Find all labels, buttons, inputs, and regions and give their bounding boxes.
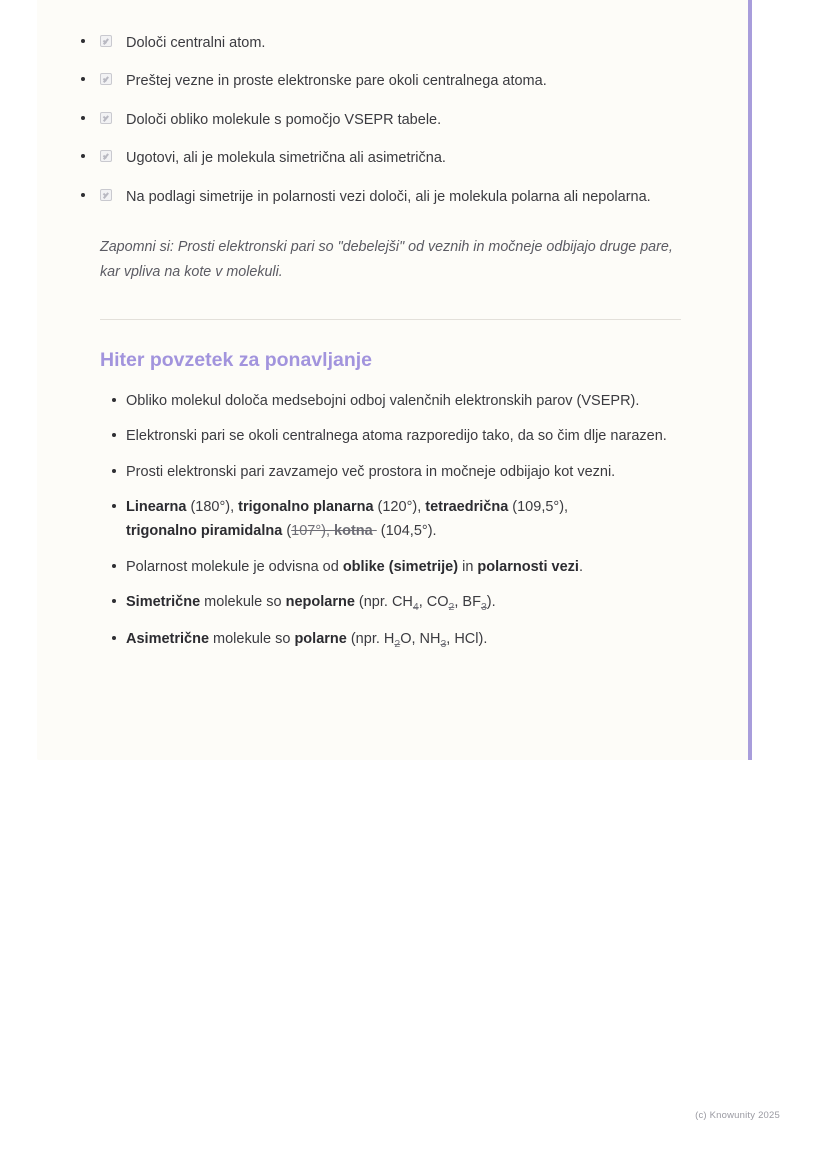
asymmetric-mid-d: , HCl). [446, 631, 488, 648]
list-item [69, 186, 712, 209]
h2o-subscript: 2 [394, 639, 401, 651]
list-item [69, 425, 679, 449]
symmetric-mid-a: molekule so [200, 594, 286, 611]
bullet-icon [81, 154, 85, 158]
list-item-shapes [69, 496, 679, 543]
bullet-icon [112, 636, 116, 640]
bullet-icon [81, 116, 85, 120]
shape-struck-angle: 107°), [291, 523, 335, 540]
polarity-mid: in [458, 558, 478, 575]
list-item [69, 70, 712, 93]
bullet-icon [81, 39, 85, 43]
remember-note: Zapomni si: Prosti elektronski pari so "debelejši" od veznih in močneje odbijajo druge pare, kar vpliva na kote v molekuli. [100, 239, 673, 280]
bullet-icon [112, 469, 116, 473]
bullet-icon [112, 433, 116, 437]
card-accent-bar [748, 0, 752, 760]
shape-linear: Linearna [126, 499, 187, 516]
polarity-bond-bold: polarnosti vezi [477, 558, 579, 575]
asymmetric-mid-c: O, NH [400, 631, 441, 648]
co2-subscript: 2 [448, 602, 455, 614]
checklist-text: Določi obliko molekule s pomočjo VSEPR tabele. [126, 111, 442, 128]
asymmetric-mid-b: (npr. H [346, 631, 395, 648]
content-card [37, 0, 752, 760]
checkbox-icon[interactable] [100, 73, 112, 85]
section-title: Hiter povzetek za ponavljanje [100, 348, 373, 371]
copyright-footer: (c) Knowunity 2025 [695, 1110, 780, 1121]
symmetric-bold: Simetrične [126, 594, 201, 611]
list-item [69, 109, 712, 132]
shape-tetrahedral-angle: (109,5°), [508, 499, 569, 516]
polarity-shape-bold: oblike (simetrije) [342, 558, 459, 575]
shape-trig-planar-angle: (120°), [373, 499, 426, 516]
checkbox-icon[interactable] [100, 189, 112, 201]
symmetric-mid-b: (npr. CH [354, 594, 413, 611]
checklist-text: Ugotovi, ali je molekula simetrična ali asimetrična. [126, 150, 446, 167]
shape-linear-angle: (180°), [186, 499, 239, 516]
bullet-icon [112, 599, 116, 603]
summary-text: Prosti elektronski pari zavzamejo več prostora in močneje odbijajo kot vezni. [126, 463, 616, 480]
list-item-symmetric [69, 591, 679, 616]
checkbox-icon[interactable] [100, 112, 112, 124]
bullet-icon [81, 77, 85, 81]
summary-list [69, 390, 712, 654]
bullet-icon [112, 564, 116, 568]
symmetric-mid-c: , CO [418, 594, 449, 611]
ch4-subscript: 4 [412, 602, 419, 614]
paren-open: ( [282, 523, 292, 540]
checklist-text: Preštej vezne in proste elektronske pare okoli centralnega atoma. [126, 73, 547, 90]
checkbox-icon[interactable] [100, 35, 112, 47]
polar-bold: polarne [294, 631, 347, 648]
shape-trig-pyramidal: trigonalno piramidalna [126, 523, 283, 540]
shape-trig-planar: trigonalno planarna [238, 499, 374, 516]
shape-tetrahedral: tetraedrična [425, 499, 509, 516]
bullet-icon [112, 504, 116, 508]
polarity-lead: Polarnost molekule je odvisna od [126, 558, 343, 575]
bullet-icon [81, 193, 85, 197]
shape-bent-struck: kotna [334, 523, 373, 540]
bf3-subscript: 3 [480, 602, 487, 614]
list-item [69, 147, 712, 170]
checklist-text: Določi centralni atom. [126, 35, 266, 51]
summary-text: Obliko molekul določa medsebojni odboj valenčnih elektronskih parov (VSEPR). [126, 392, 640, 409]
list-item [69, 461, 679, 485]
nh3-subscript: 3 [440, 639, 447, 651]
list-item [69, 32, 712, 55]
polarity-tail: . [578, 558, 583, 575]
symmetric-tail: ). [486, 594, 496, 611]
nonpolar-bold: nepolarne [285, 594, 355, 611]
symmetric-mid-d: , BF [454, 594, 481, 611]
asymmetric-mid-a: molekule so [209, 631, 295, 648]
card-content [69, 0, 712, 665]
summary-text: Elektronski pari se okoli centralnega atoma razporedijo tako, da so čim dlje narazen. [126, 428, 667, 445]
checklist [69, 32, 712, 209]
list-item [69, 390, 679, 414]
list-item-polarity [69, 556, 679, 580]
asymmetric-bold: Asimetrične [126, 631, 210, 648]
checkbox-icon[interactable] [100, 150, 112, 162]
checklist-text: Na podlagi simetrije in polarnosti vezi določi, ali je molekula polarna ali nepolarna. [126, 188, 651, 205]
divider [100, 319, 681, 320]
bullet-icon [112, 398, 116, 402]
shape-bent-angle: (104,5°). [376, 523, 437, 540]
list-item-asymmetric [69, 628, 679, 653]
